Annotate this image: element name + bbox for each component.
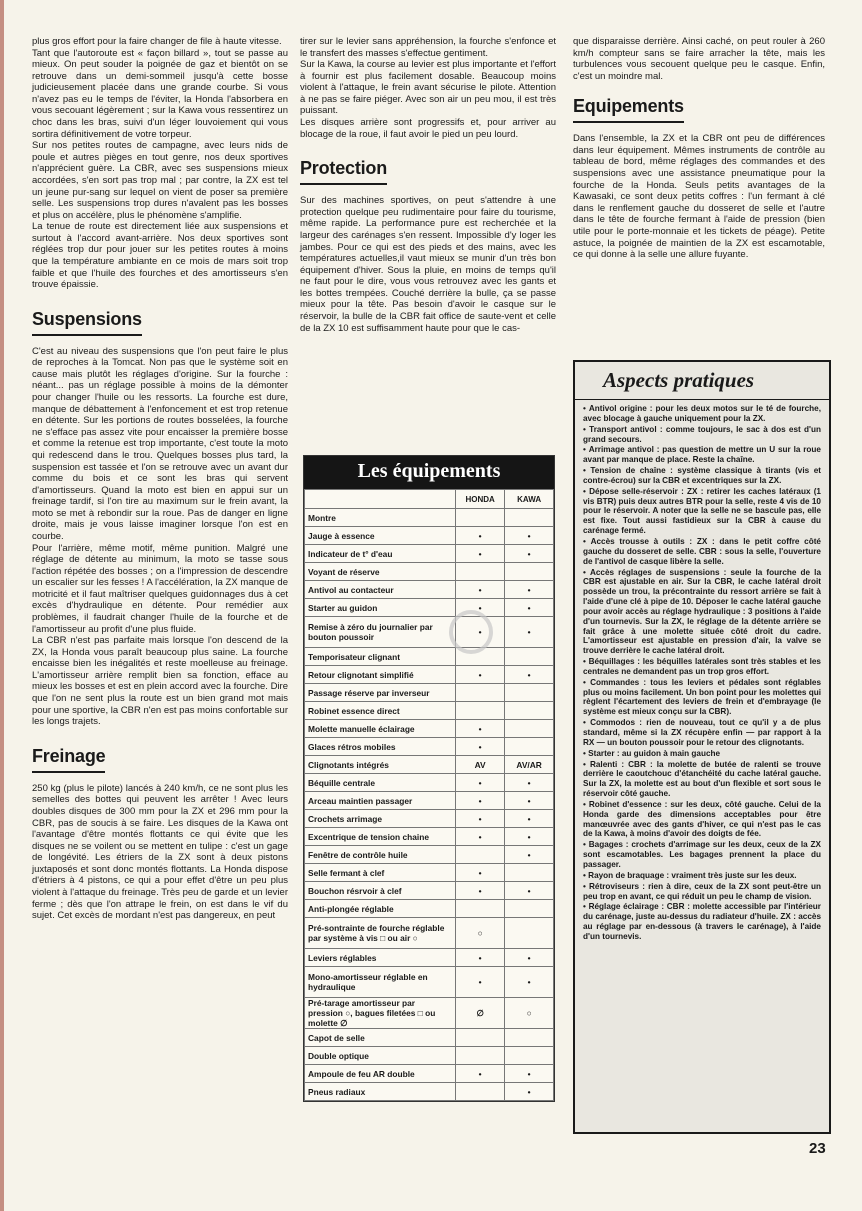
- table-row: [305, 599, 554, 617]
- feature-cell: Double optique: [305, 1047, 456, 1065]
- list-item: [583, 487, 821, 536]
- column-3: [573, 36, 825, 261]
- item-key: Commodos :: [590, 718, 643, 728]
- feature-cell: Pré-sontrainte de fourche réglable par système à vis □ ou air ○: [305, 918, 456, 949]
- equipements-text: [573, 133, 825, 260]
- feature-cell: Passage réserve par inverseur: [305, 684, 456, 702]
- kawa-cell: [505, 720, 554, 738]
- item-text: tous les leviers et pédales sont réglables plus ou moins facilement. Un bon point pour les molettes qui règlent l'écartement des leviers de frein et d'embrayage (le système est mieux conçu sur la CBR).: [583, 677, 821, 717]
- kawa-cell: •: [505, 527, 554, 545]
- feature-cell: Leviers réglables: [305, 949, 456, 967]
- kawa-cell: •: [505, 882, 554, 900]
- paragraph: Tant que l'autoroute est « façon billard », tout se passe au mieux. On peut souder la poignée de gaz et bientôt on se retrouve dans un demi-sommeil jusqu'à cette bosse judicieusement placée dans une grande courbe. Si vous n'avez pas eu le temps de l'éviter, la Honda l'absorbera en vous secouant légèrement ; sur la Kawa vous ressentirez un choc dans les bras, suivi d'un léger louvoiement qui vous sortira définitivement de votre torpeur.: [32, 47, 288, 140]
- suspensions-heading: Suspensions: [32, 309, 142, 336]
- honda-cell: [456, 900, 505, 918]
- table-row: [305, 900, 554, 918]
- feature-cell: Robinet essence direct: [305, 702, 456, 720]
- feature-cell: Starter au guidon: [305, 599, 456, 617]
- col3-intro: [573, 36, 825, 82]
- item-key: Rétroviseurs :: [589, 881, 645, 891]
- table-row: [305, 828, 554, 846]
- kawa-cell: •: [505, 545, 554, 563]
- header-honda: HONDA: [456, 490, 505, 509]
- kawa-cell: •: [505, 581, 554, 599]
- bullet-icon: •: [583, 445, 589, 455]
- honda-cell: ∅: [456, 998, 505, 1029]
- item-text: les béquilles latérales sont très stables et les centrales ne demandent pas un trop gros effort.: [583, 657, 821, 676]
- column-2: [300, 36, 556, 334]
- honda-cell: [456, 509, 505, 527]
- feature-cell: Excentrique de tension chaine: [305, 828, 456, 846]
- honda-cell: •: [456, 617, 505, 648]
- honda-cell: •: [456, 1065, 505, 1083]
- table-row: [305, 702, 554, 720]
- table-row: [305, 527, 554, 545]
- bullet-icon: •: [583, 536, 591, 546]
- feature-cell: Béquille centrale: [305, 774, 456, 792]
- paragraph: Les disques arrière sont progressifs et, pour arriver au blocage de la roue, il faut avoir le pied un peu lourd.: [300, 117, 556, 140]
- honda-cell: •: [456, 864, 505, 882]
- aspects-pratiques-title: Aspects pratiques: [575, 362, 829, 400]
- kawa-cell: •: [505, 774, 554, 792]
- kawa-cell: [505, 702, 554, 720]
- list-item: [583, 800, 821, 839]
- paragraph: que disparaisse derrière. Ainsi caché, on peut rouler à 260 km/h compteur sans se faire arracher la tête, mais les turbulences vous secouent quelque peu le casque. Enfin, c'est un moindre mal.: [573, 36, 825, 82]
- table-row: [305, 1047, 554, 1065]
- kawa-cell: [505, 918, 554, 949]
- feature-cell: Voyant de réserve: [305, 563, 456, 581]
- table-row: [305, 864, 554, 882]
- kawa-cell: •: [505, 846, 554, 864]
- bullet-icon: •: [583, 657, 589, 667]
- item-text: vraiment très juste sur les deux.: [669, 870, 797, 880]
- table-row: [305, 882, 554, 900]
- feature-cell: Crochets arrimage: [305, 810, 456, 828]
- feature-cell: Capot de selle: [305, 1029, 456, 1047]
- kawa-cell: •: [505, 967, 554, 998]
- table-row: [305, 774, 554, 792]
- aspects-pratiques-box: [573, 360, 831, 1134]
- protection-text: [300, 195, 556, 334]
- kawa-cell: •: [505, 1065, 554, 1083]
- table-row: [305, 648, 554, 666]
- honda-cell: •: [456, 774, 505, 792]
- header-feature: [305, 490, 456, 509]
- kawa-cell: [505, 1029, 554, 1047]
- item-key: Accès trousse à outils :: [590, 536, 693, 546]
- feature-cell: Fenêtre de contrôle huile: [305, 846, 456, 864]
- equipment-table-header: [305, 490, 554, 509]
- feature-cell: Remise à zéro du journalier par bouton poussoir: [305, 617, 456, 648]
- list-item: [583, 568, 821, 657]
- list-item: [583, 678, 821, 717]
- table-row: [305, 738, 554, 756]
- item-text: sur les deux, côté gauche. Celui de la Honda garde des dimensions acceptables pour être manœuvrée avec des gants d'hiver, ce qui n'est pas le cas de la Kawa, à moins d'avoir des doigts de fée.: [583, 799, 821, 839]
- bullet-icon: •: [583, 466, 591, 476]
- honda-cell: ○: [456, 918, 505, 949]
- honda-cell: [456, 702, 505, 720]
- table-row: [305, 617, 554, 648]
- honda-cell: •: [456, 967, 505, 998]
- table-row: [305, 918, 554, 949]
- table-row: [305, 1029, 554, 1047]
- feature-cell: Anti-plongée réglable: [305, 900, 456, 918]
- honda-cell: •: [456, 810, 505, 828]
- kawa-cell: [505, 684, 554, 702]
- paragraph: La tenue de route est directement liée aux suspensions et surtout à l'accord avant-arrière. Nos deux sportives sont réglées trop dur pour jouer sur les petites routes à moins que la température ambiante en ce mois de mars soit trop faible et que l'huile des fourches et des amortisseurs s'en trouve épaissie.: [32, 221, 288, 291]
- page-number: 23: [809, 1140, 826, 1157]
- honda-cell: [456, 563, 505, 581]
- kawa-cell: •: [505, 792, 554, 810]
- kawa-cell: •: [505, 599, 554, 617]
- kawa-cell: •: [505, 828, 554, 846]
- bullet-icon: •: [583, 870, 589, 880]
- protection-heading: Protection: [300, 158, 387, 185]
- item-key: Transport antivol :: [589, 424, 663, 434]
- bullet-icon: •: [583, 840, 589, 850]
- paragraph: Dans l'ensemble, la ZX et la CBR ont peu de différences dans leur équipement. Mêmes instruments de contrôle au tableau de bord, même réglages des commandes et des suspensions avec une assistance pneumatique pour la fourche de la Honda. Seuls petits avantages de la Kawasaki, ce sont deux petits coffres : l'un fermant à clé dans le renflement gauche du dosseret de selle et l'autre dans le tête de fourche fermant à l'aide de pression (bien utile pour le porte-monnaie et les tickets de péage). Petite astuce, la poignée de maintien de la ZX est escamotable, ce qui donne à la selle une allure fuyante.: [573, 133, 825, 261]
- table-row: [305, 949, 554, 967]
- list-item: [583, 466, 821, 486]
- kawa-cell: •: [505, 666, 554, 684]
- list-item: [583, 871, 821, 881]
- table-row: [305, 666, 554, 684]
- item-key: Réglage éclairage :: [588, 902, 665, 912]
- honda-cell: •: [456, 581, 505, 599]
- item-key: Robinet d'essence :: [588, 799, 668, 809]
- bullet-icon: •: [583, 486, 590, 496]
- table-row: [305, 720, 554, 738]
- header-kawa: KAWA: [505, 490, 554, 509]
- list-item: [583, 882, 821, 902]
- table-row: [305, 684, 554, 702]
- item-key: Rayon de braquage :: [588, 870, 670, 880]
- honda-cell: •: [456, 882, 505, 900]
- paragraph: Sur des machines sportives, on peut s'attendre à une protection quelque peu rudimentaire pour faire du tourisme, même rapide. La performance pure est recherchée et la largeur des carénages s'en ressent. Impossible d'y loger les jambes. Pour ce qui est des pieds et des mains, avec les températures actuelles,il vaut mieux se munir d'un très bon équipement d'hiver. Sous la pluie, en moins de temps qu'il ne faut pour le dire, vous vous retrouvez avec les gants et les bottes trempées. Couché derrière la bulle, ça se passe mieux pour la tête. Pas besoin d'avoir le casque sur le réservoir, la bulle de la CBR fait office de saute-vent et celle de la ZX 10 est suffisamment haute pour que le cas-: [300, 195, 556, 334]
- table-row: [305, 1065, 554, 1083]
- paragraph: Pour l'arrière, même motif, même punition. Malgré une réglage de détente au minimum, la moto se tasse sous l'action répétée des bosses ; on a l'impression de descendre un escalier sur les fesses ! A l'accélération, la ZX manque de motricité et il faut maîtriser quelques guidonnages dus à cet excès d'hydraulique en détente. Pour remédier aux problèmes, il faudrait changer l'huile de la fourche et de l'amortisseur au profit d'une plus fluide.: [32, 542, 288, 635]
- paragraph: La CBR n'est pas parfaite mais lorsque l'on descend de la ZX, la Honda vous paraît beaucoup plus saine. La fourche encaisse bien les inégalités et reste moelleuse au freinage. L'amortisseur arrière remplit bien sa fonction, efface au mieux les bosses et est en plein accord avec la fourche. Dire que l'on ne sent plus la route est un bien grand mot mais pour une sportive, la CBR n'en est pas moins confortable sur les longs trajets.: [32, 635, 288, 728]
- item-key: Commandes :: [590, 677, 647, 687]
- item-text: rien à dire, ceux de la ZX sont peut-être un peu trop en avant, ce qui réduit un peu le champ de vision.: [583, 881, 821, 901]
- honda-cell: [456, 846, 505, 864]
- feature-cell: Indicateur de t° d'eau: [305, 545, 456, 563]
- list-item: [583, 749, 821, 759]
- item-text: CBR : molette accessible par l'intérieur du carénage, juste au-dessus du radiateur d'huile. ZX : accès au réglage par en-dessous (à travers le carénage), à l'aide d'un tournevis.: [583, 902, 821, 941]
- freinage-heading: Freinage: [32, 746, 105, 773]
- watermark-logo: [440, 610, 502, 688]
- col2-intro: [300, 36, 556, 140]
- item-text: pour les deux motos sur le té de fourche, avec blocage à gauche uniquement pour la ZX.: [583, 404, 821, 423]
- table-row: [305, 545, 554, 563]
- item-text: ZX : retirer les caches latéraux (1 vis BTR) puis deux autres BTR pour la selle, reste 4 vis de 10 pour le réservoir. A noter que la selle ne se bascule pas, elle est fixe. Tout aussi fastidieux sur la CBR à cause du carénage fermé.: [583, 486, 821, 536]
- honda-cell: AV: [456, 756, 505, 774]
- honda-cell: [456, 1083, 505, 1101]
- list-item: [583, 445, 821, 465]
- feature-cell: Selle fermant à clef: [305, 864, 456, 882]
- bullet-icon: •: [583, 567, 590, 577]
- honda-cell: •: [456, 720, 505, 738]
- column-1: [32, 36, 288, 922]
- feature-cell: Antivol au contacteur: [305, 581, 456, 599]
- list-item: [583, 404, 821, 424]
- equipements-heading: Equipements: [573, 96, 684, 123]
- honda-cell: •: [456, 828, 505, 846]
- bullet-icon: •: [583, 799, 589, 809]
- bullet-icon: •: [583, 424, 590, 434]
- bullet-icon: •: [583, 902, 589, 912]
- table-row: [305, 846, 554, 864]
- suspensions-text: [32, 346, 288, 728]
- kawa-cell: •: [505, 810, 554, 828]
- item-text: crochets d'arrimage sur les deux, ceux de la ZX sont escamotables. Les bagages prennent la place du passager.: [583, 840, 821, 869]
- bullet-icon: •: [583, 881, 590, 891]
- feature-cell: Pneus radiaux: [305, 1083, 456, 1101]
- item-key: Starter :: [588, 748, 620, 758]
- list-item: [583, 718, 821, 748]
- kawa-cell: [505, 864, 554, 882]
- table-row: [305, 1083, 554, 1101]
- list-item: [583, 425, 821, 445]
- paragraph: 250 kg (plus le pilote) lancés à 240 km/h, ce ne sont plus les semelles des bottes qui peuvent les arrêter ! Avec leurs doubles disques de 300 mm pour la ZX et 296 mm pour la CBR, pas de soucis à se faire. Les disques de la Kawa ont l'avantage d'être montés flottants ce qui évite que les disques ne se voilent ou se mettent en tulipe : c'est un gage de longévité. Les étriers de la ZX sont à deux pistons juxtaposés et sont donc montés flottants. La Honda dispose d'étriers à 4 pistons, ce qui a pour effet d'être un peu plus violent à l'attaque du freinage. Très peu de garde et un levier ferme ; dès que l'on attrape le frein, on est dans le vif du sujet. Cet excès de mordant n'est pas dangereux, en peut: [32, 782, 288, 922]
- item-text: pas question de mettre un U sur la roue avant par manque de place. Reste la chaîne.: [583, 445, 821, 465]
- list-item: [583, 840, 821, 870]
- kawa-cell: ○: [505, 998, 554, 1029]
- honda-cell: •: [456, 949, 505, 967]
- list-item: [583, 657, 821, 677]
- paragraph: C'est au niveau des suspensions que l'on peut faire le plus de reproches à la Tomcat. Non pas que le système soit en cause mais plutôt les réglages d'origine. Sur la fourche : néant... pas un réglage possible à moins de la démonter pour changer l'huile ou les ressorts. La fourche est dure, manque de débattement à l'enfoncement et est trop retenue en détente. Sur les portions de routes bosselées, la fourche ne s'efface pas assez vite pour encaisser la première bosse et comme la retenue est trop importante, c'est toute la moto qui redescend dans le trou. Quelques bosses plus tard, la suspension est tassée et l'on se retrouve avec un avant dur comme du bois et ce sont les bras qui servent d'amortisseurs. Quand la moto est bien en appui sur un freinage tardif, si l'on tire au maximum sur le frein avant, la moto se met à rebondir sur la roue. Pas de danger en ligne droite, mais je vous laisse imaginer lorsque l'on est en courbe.: [32, 345, 288, 542]
- feature-cell: Jauge à essence: [305, 527, 456, 545]
- col1-intro: [32, 36, 288, 291]
- item-text: au guidon à main gauche: [619, 748, 721, 758]
- equipment-table-box: [303, 455, 555, 1102]
- feature-cell: Retour clignotant simplifié: [305, 666, 456, 684]
- kawa-cell: [505, 900, 554, 918]
- kawa-cell: AV/AR: [505, 756, 554, 774]
- kawa-cell: •: [505, 1083, 554, 1101]
- item-key: Accès réglages de suspensions :: [589, 567, 727, 577]
- honda-cell: •: [456, 527, 505, 545]
- table-row: [305, 967, 554, 998]
- kawa-cell: •: [505, 949, 554, 967]
- feature-cell: Ampoule de feu AR double: [305, 1065, 456, 1083]
- table-row: [305, 998, 554, 1029]
- honda-cell: •: [456, 738, 505, 756]
- feature-cell: Molette manuelle éclairage: [305, 720, 456, 738]
- item-key: Béquillages :: [588, 657, 640, 667]
- honda-cell: •: [456, 545, 505, 563]
- feature-cell: Montre: [305, 509, 456, 527]
- bullet-icon: •: [583, 718, 591, 728]
- item-key: Tension de chaîne :: [590, 466, 673, 476]
- table-row: [305, 563, 554, 581]
- page-edge: [0, 0, 4, 1211]
- feature-cell: Arceau maintien passager: [305, 792, 456, 810]
- feature-cell: Mono-amortisseur réglable en hydraulique: [305, 967, 456, 998]
- table-row: [305, 756, 554, 774]
- item-text: comme toujours, le sac à dos est d'un grand secours.: [583, 424, 821, 444]
- item-text: CBR : la molette de butée de ralenti se trouve derrière le caoutchouc d'étanchéité du cache latéral gauche. Sur la ZX, la molette est au bout d'un flexible et sort sous le réservoir côté gauche.: [583, 759, 821, 799]
- kawa-cell: [505, 738, 554, 756]
- freinage-text: [32, 783, 288, 922]
- kawa-cell: [505, 1047, 554, 1065]
- bullet-icon: •: [583, 404, 589, 413]
- item-key: Bagages :: [588, 840, 629, 850]
- honda-cell: [456, 1029, 505, 1047]
- honda-cell: •: [456, 666, 505, 684]
- item-key: Dépose selle-réservoir :: [589, 486, 684, 496]
- paragraph: plus gros effort pour la faire changer de file à haute vitesse.: [32, 36, 282, 47]
- list-item: [583, 537, 821, 567]
- equipment-table-title: Les équipements: [304, 456, 554, 489]
- feature-cell: Pré-tarage amortisseur par pression ○, bagues filetées □ ou molette ∅: [305, 998, 456, 1029]
- paragraph: Sur la Kawa, la course au levier est plus importante et l'effort à fournir est plus facilement dosable. Beaucoup moins violent à l'attaque, le frein avant sécurise le pilote. Attention à ne pas se faire piéger. Avec son air un peu mou, il est très puissant.: [300, 59, 556, 117]
- kawa-cell: [505, 563, 554, 581]
- paragraph: tirer sur le levier sans appréhension, la fourche s'enfonce et le transfert des masses s'effectue gentiment.: [300, 36, 556, 59]
- list-item: [583, 760, 821, 799]
- item-key: Arrimage antivol :: [588, 445, 660, 455]
- feature-cell: Glaces rétros mobiles: [305, 738, 456, 756]
- item-text: système classique à tirants (vis et contre-écrou) sur la CBR et excentriques sur la ZX.: [583, 466, 821, 485]
- aspects-pratiques-list: [575, 400, 829, 942]
- honda-cell: •: [456, 792, 505, 810]
- table-row: [305, 509, 554, 527]
- honda-cell: •: [456, 599, 505, 617]
- equipment-table: [304, 489, 554, 1101]
- feature-cell: Bouchon résrvoir à clef: [305, 882, 456, 900]
- kawa-cell: [505, 509, 554, 527]
- honda-cell: [456, 1047, 505, 1065]
- kawa-cell: [505, 648, 554, 666]
- table-row: [305, 581, 554, 599]
- item-text: seule la fourche de la CBR est ajustable en air. Sur la CBR, le cache latéral droit possède un trou, la précontrainte du ressort arrière se fait à l'aide d'une clé à pipe de 10. Déposer le cache latéral gauche pour avoir accès au réglage hydraulique : 3 positions à l'aide d'un tournevis. Sur la ZX, le réglage de la détente arrière se fait grâce à une molette située côté droit du cadre. L'amortisseur est ajustable en pression d'air, la valve se trouve derrière le cache latéral droit.: [583, 567, 821, 656]
- list-item: [583, 902, 821, 941]
- feature-cell: Temporisateur clignant: [305, 648, 456, 666]
- table-row: [305, 810, 554, 828]
- bullet-icon: •: [583, 759, 590, 769]
- kawa-cell: •: [505, 617, 554, 648]
- table-row: [305, 792, 554, 810]
- item-key: Antivol origine :: [588, 404, 653, 413]
- bullet-icon: •: [583, 677, 591, 687]
- feature-cell: Clignotants intégrés: [305, 756, 456, 774]
- item-text: ZX : dans le petit coffre côté gauche du dosseret de selle. CBR : sous la selle, l'ouverture de l'antivol de casque libère la selle.: [583, 536, 821, 566]
- item-text: rien de nouveau, tout ce qu'il y a de plus standard, même si la ZX récupère enfin — par rapport à la RX — un bouton poussoir pour le retour des clignotants.: [583, 718, 821, 747]
- item-key: Ralenti :: [589, 759, 625, 769]
- paragraph: Sur nos petites routes de campagne, avec leurs nids de poule et autres pièges en tout genre, nos deux sportives n'apprécient guère. La CBR, avec ses suspensions mieux accordées, s'en sort pas trop mal ; par contre, la ZX est tel un jeune pur-sang sur lequel on vient de poser sa première selle. Les suspensions trop dures n'avalent pas les bosses et plus on accélère, plus le phénomène s'amplifie.: [32, 140, 288, 221]
- bullet-icon: •: [583, 748, 589, 758]
